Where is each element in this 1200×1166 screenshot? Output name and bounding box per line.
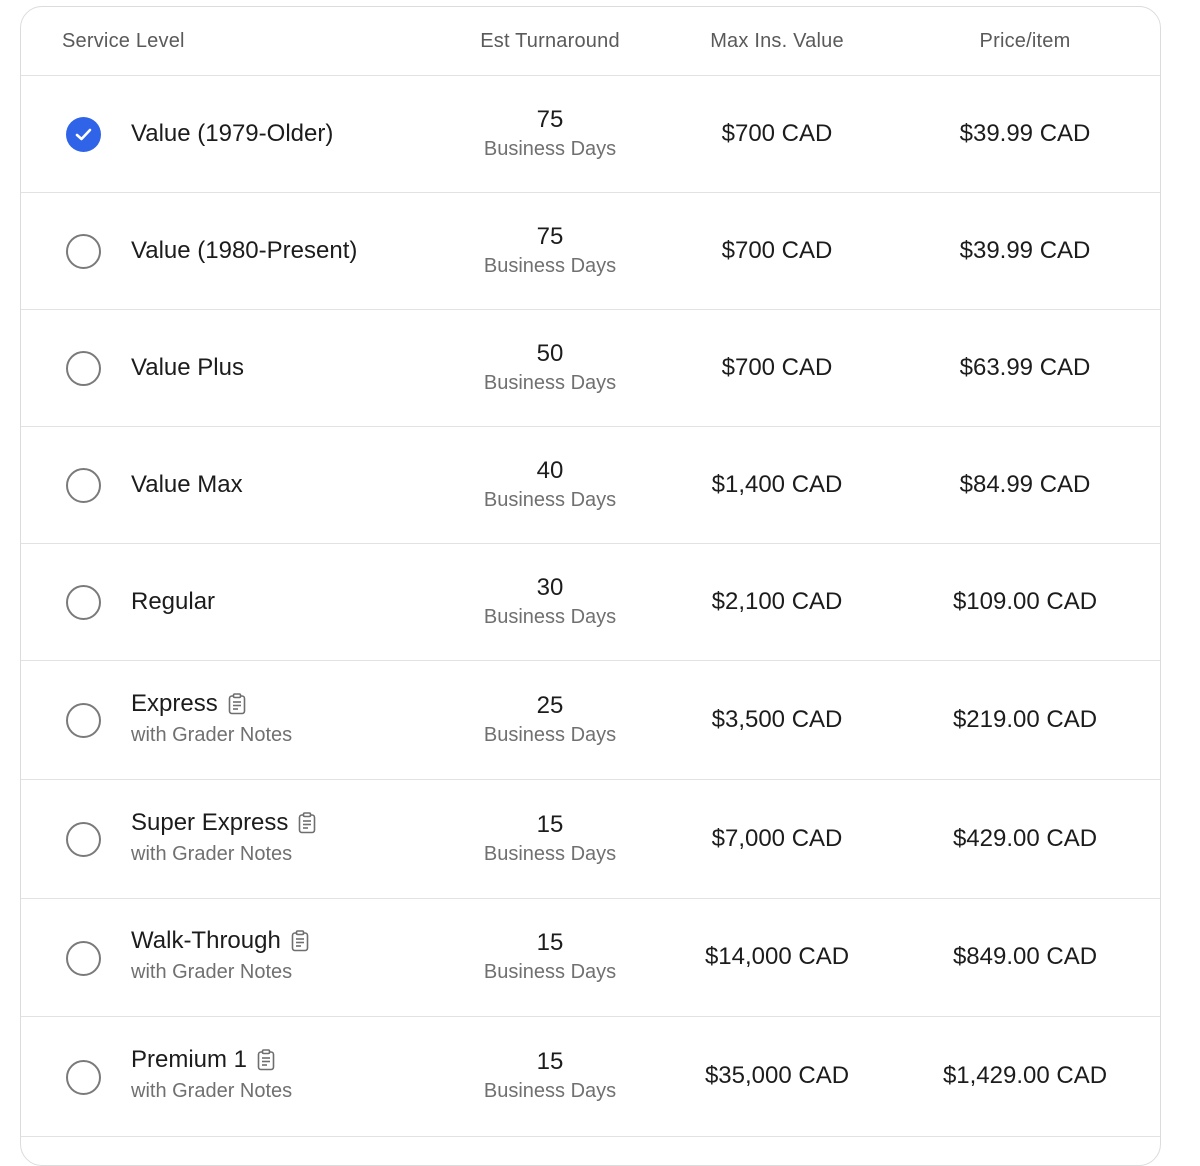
header-max-ins-value: Max Ins. Value bbox=[710, 30, 844, 52]
max-ins-value: $700 CAD bbox=[721, 353, 833, 381]
turnaround-cell bbox=[439, 1048, 661, 1106]
service-row-0[interactable] bbox=[21, 76, 1160, 193]
service-row-1[interactable] bbox=[21, 193, 1160, 310]
price-per-item: $109.00 CAD bbox=[952, 587, 1098, 615]
turnaround-cell bbox=[439, 811, 661, 869]
service-name-wrap bbox=[131, 354, 244, 382]
service-name-label: Value (1980-Present) bbox=[131, 236, 358, 264]
service-radio[interactable] bbox=[66, 1060, 101, 1095]
service-name-label: Regular bbox=[131, 587, 216, 615]
service-name-wrap bbox=[131, 690, 292, 747]
turnaround-unit: Business Days bbox=[483, 723, 617, 746]
header-price-per-item: Price/item bbox=[979, 30, 1071, 52]
turnaround-days: 15 bbox=[536, 1048, 564, 1075]
service-radio[interactable] bbox=[66, 585, 101, 620]
turnaround-days: 15 bbox=[536, 810, 564, 838]
service-name bbox=[131, 120, 333, 148]
turnaround-days: 50 bbox=[536, 339, 564, 367]
max-ins-value: $35,000 CAD bbox=[704, 1062, 850, 1089]
service-name bbox=[131, 237, 357, 265]
service-name-wrap bbox=[131, 927, 309, 984]
price-per-item: $219.00 CAD bbox=[952, 705, 1098, 733]
service-name-label: Express bbox=[131, 689, 218, 717]
turnaround-unit: Business Days bbox=[483, 254, 617, 277]
turnaround-cell bbox=[439, 457, 661, 515]
service-name bbox=[131, 354, 244, 382]
turnaround-unit: Business Days bbox=[483, 1080, 617, 1102]
turnaround-days: 75 bbox=[536, 105, 564, 133]
turnaround-days: 15 bbox=[536, 929, 564, 956]
service-name-wrap bbox=[131, 1046, 292, 1103]
max-ins-value: $3,500 CAD bbox=[711, 705, 843, 733]
service-name bbox=[131, 927, 309, 955]
turnaround-unit: Business Days bbox=[483, 961, 617, 983]
service-row-7[interactable] bbox=[21, 899, 1160, 1017]
price-per-item: $849.00 CAD bbox=[952, 943, 1098, 970]
service-name-label: Value (1979-Older) bbox=[131, 119, 334, 147]
service-name-wrap bbox=[131, 588, 215, 616]
service-radio[interactable] bbox=[66, 117, 101, 152]
turnaround-cell bbox=[439, 574, 661, 632]
service-name bbox=[131, 588, 215, 616]
service-radio[interactable] bbox=[66, 941, 101, 976]
turnaround-days: 40 bbox=[536, 456, 564, 484]
clipboard-notes-icon bbox=[228, 693, 246, 715]
service-subtitle: with Grader Notes bbox=[131, 1080, 293, 1102]
turnaround-unit: Business Days bbox=[483, 371, 617, 394]
turnaround-cell bbox=[439, 929, 661, 987]
turnaround-cell bbox=[439, 223, 661, 281]
service-row-4[interactable] bbox=[21, 544, 1160, 661]
turnaround-unit: Business Days bbox=[483, 137, 617, 160]
price-per-item: $429.00 CAD bbox=[952, 824, 1098, 852]
table-body bbox=[21, 76, 1160, 1137]
header-est-turnaround: Est Turnaround bbox=[480, 30, 620, 52]
max-ins-value: $700 CAD bbox=[721, 236, 833, 264]
service-radio[interactable] bbox=[66, 234, 101, 269]
service-row-2[interactable] bbox=[21, 310, 1160, 427]
service-subtitle: with Grader Notes bbox=[131, 723, 293, 746]
service-name-label: Super Express bbox=[131, 808, 289, 836]
service-name-label: Premium 1 bbox=[131, 1046, 248, 1073]
service-name-wrap bbox=[131, 120, 333, 148]
service-row-5[interactable] bbox=[21, 661, 1160, 780]
turnaround-unit: Business Days bbox=[483, 605, 617, 628]
turnaround-cell bbox=[439, 692, 661, 750]
turnaround-unit: Business Days bbox=[483, 488, 617, 511]
clipboard-notes-icon bbox=[291, 930, 309, 952]
price-per-item: $1,429.00 CAD bbox=[942, 1062, 1108, 1089]
price-per-item: $63.99 CAD bbox=[959, 353, 1091, 381]
service-radio[interactable] bbox=[66, 703, 101, 738]
turnaround-days: 25 bbox=[536, 691, 564, 719]
price-per-item: $39.99 CAD bbox=[959, 119, 1091, 147]
turnaround-unit: Business Days bbox=[483, 842, 617, 865]
turnaround-cell bbox=[439, 106, 661, 164]
turnaround-days: 30 bbox=[536, 573, 564, 601]
table-header bbox=[21, 7, 1160, 76]
service-name bbox=[131, 809, 316, 837]
service-subtitle: with Grader Notes bbox=[131, 961, 293, 983]
service-subtitle: with Grader Notes bbox=[131, 842, 293, 865]
service-name bbox=[131, 690, 246, 718]
service-name-wrap bbox=[131, 471, 243, 499]
service-name-wrap bbox=[131, 809, 316, 866]
max-ins-value: $1,400 CAD bbox=[711, 470, 843, 498]
service-radio[interactable] bbox=[66, 468, 101, 503]
service-name-label: Value Plus bbox=[131, 353, 244, 381]
max-ins-value: $2,100 CAD bbox=[711, 587, 843, 615]
service-name bbox=[131, 1046, 275, 1074]
service-name-wrap bbox=[131, 237, 357, 265]
header-service-level: Service Level bbox=[62, 30, 185, 52]
service-row-8[interactable] bbox=[21, 1017, 1160, 1137]
service-name bbox=[131, 471, 243, 499]
turnaround-cell bbox=[439, 340, 661, 398]
turnaround-days: 75 bbox=[536, 222, 564, 250]
service-row-6[interactable] bbox=[21, 780, 1160, 899]
service-radio[interactable] bbox=[66, 351, 101, 386]
service-name-label: Value Max bbox=[131, 470, 243, 498]
service-row-3[interactable] bbox=[21, 427, 1160, 544]
service-name-label: Walk-Through bbox=[131, 927, 281, 954]
max-ins-value: $7,000 CAD bbox=[711, 824, 843, 852]
price-per-item: $39.99 CAD bbox=[959, 236, 1091, 264]
max-ins-value: $700 CAD bbox=[721, 119, 833, 147]
price-per-item: $84.99 CAD bbox=[959, 470, 1091, 498]
service-level-table bbox=[20, 6, 1161, 1166]
max-ins-value: $14,000 CAD bbox=[704, 943, 850, 970]
clipboard-notes-icon bbox=[257, 1049, 275, 1071]
service-radio[interactable] bbox=[66, 822, 101, 857]
clipboard-notes-icon bbox=[298, 812, 316, 834]
